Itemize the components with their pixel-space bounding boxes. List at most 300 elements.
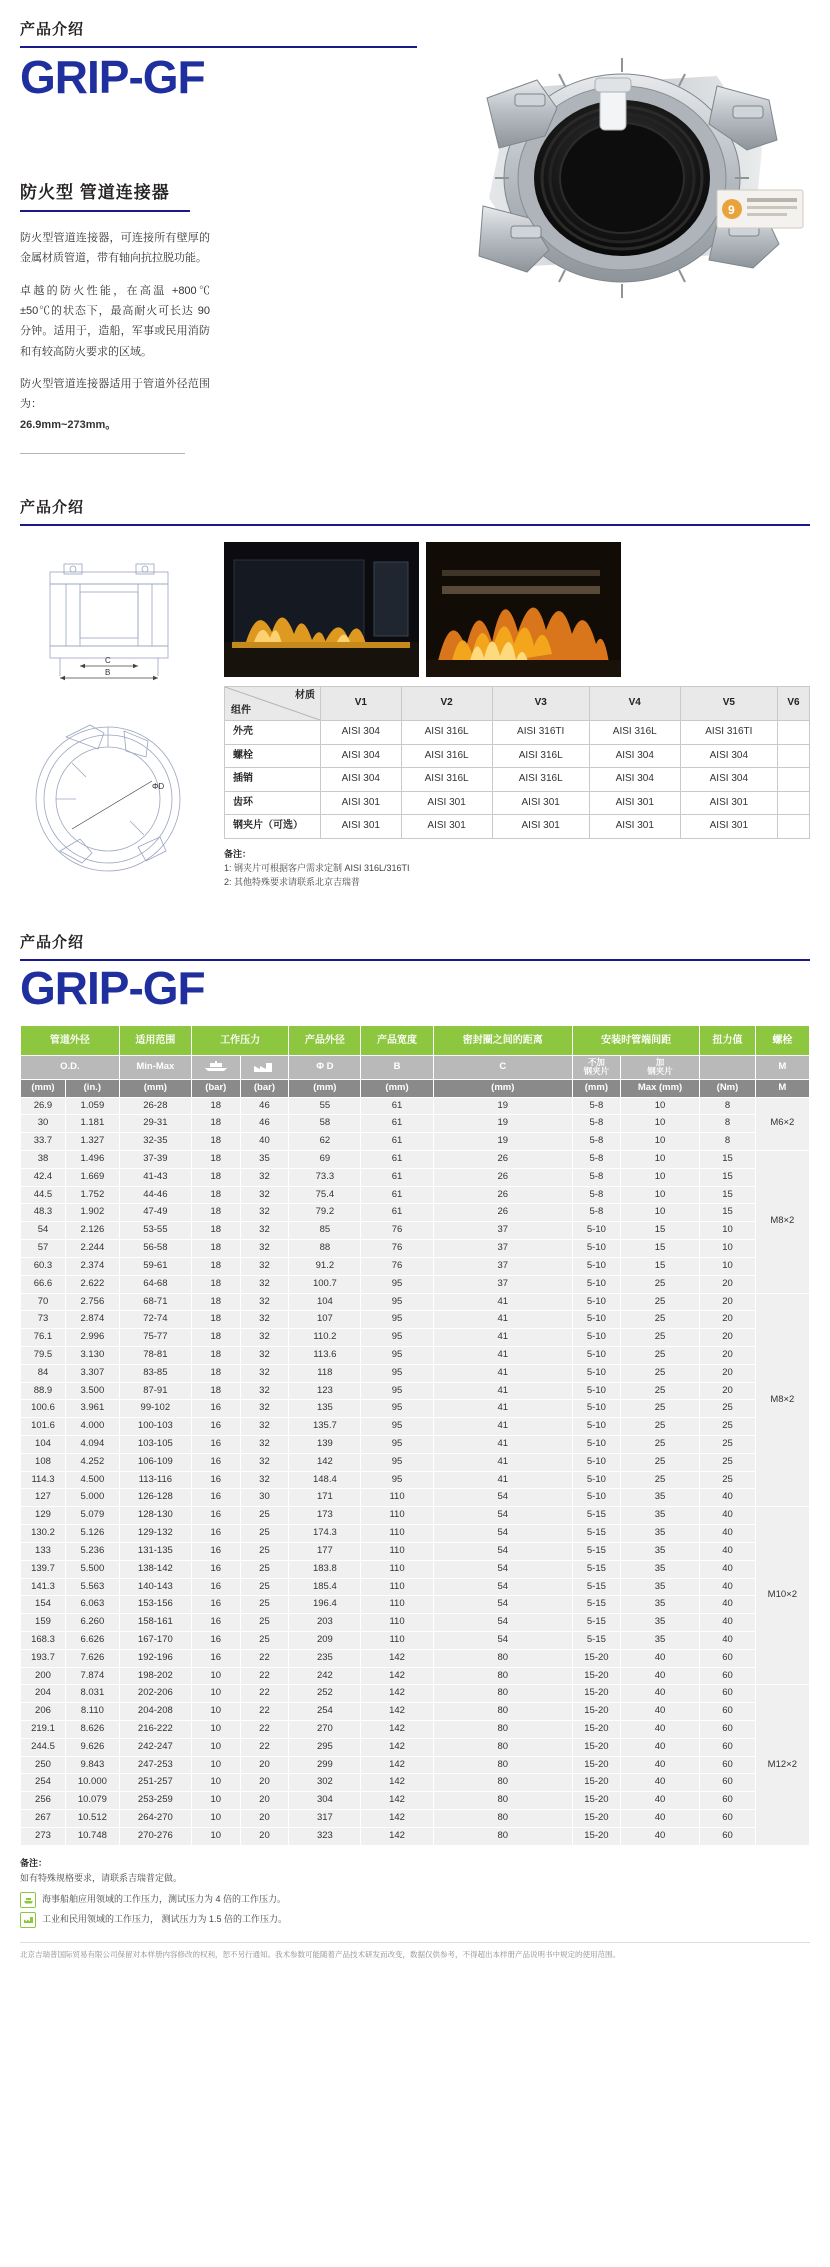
spec-cell: 42.4 [21,1168,66,1186]
spec-cell: 8 [700,1115,755,1133]
section-heading-3: 产品介绍 [20,934,85,952]
spec-cell: 25 [620,1346,699,1364]
material-col-v4: V4 [589,687,680,721]
spec-cell: 267 [21,1810,66,1828]
spec-cell: 5-10 [572,1400,620,1418]
table-row [21,1275,810,1293]
spec-cell: 135.7 [289,1418,361,1436]
spec-cell: 37-39 [119,1151,191,1169]
spec-cell: 203 [289,1614,361,1632]
footer-note-title: 备注： [20,1857,48,1868]
spec-cell: 129 [21,1507,66,1525]
spec-cell: 2.244 [65,1240,119,1258]
ship-icon [20,1892,36,1908]
spec-cell: 8.031 [65,1685,119,1703]
spec-cell: 25 [620,1293,699,1311]
spec-cell: 242-247 [119,1738,191,1756]
spec-cell: 25 [620,1382,699,1400]
spec-cell: 22 [240,1649,289,1667]
specification-table [20,1025,810,1846]
spec-cell: 70 [21,1293,66,1311]
spec-unit-mm-4: (mm) [361,1079,433,1097]
spec-cell: 41 [433,1346,572,1364]
spec-cell: 40 [700,1489,755,1507]
spec-cell: 159 [21,1614,66,1632]
spec-cell: 32-35 [119,1133,191,1151]
spec-cell: 139 [289,1436,361,1454]
middle-section [0,496,830,891]
spec-cell: 26 [433,1151,572,1169]
spec-cell: 25 [240,1578,289,1596]
spec-cell: 5-10 [572,1346,620,1364]
spec-sub-c: C [433,1056,572,1080]
spec-cell: 135 [289,1400,361,1418]
spec-cell: 126-128 [119,1489,191,1507]
table-row [225,744,810,768]
spec-cell: 41 [433,1418,572,1436]
spec-group-bolt: 螺栓 [755,1026,809,1056]
spec-cell: 26 [433,1168,572,1186]
spec-cell: 18 [191,1329,240,1347]
spec-cell: 25 [240,1596,289,1614]
material-cell: AISI 316L [401,721,492,745]
spec-cell: 79.5 [21,1346,66,1364]
spec-unit-mm-5: (mm) [433,1079,572,1097]
spec-cell: 40 [700,1631,755,1649]
spec-cell: 54 [433,1596,572,1614]
dimension-label-b: B [105,668,111,678]
spec-cell: 20 [240,1774,289,1792]
spec-cell: 40 [620,1685,699,1703]
spec-bolt-cell: M12×2 [755,1685,809,1845]
spec-cell: 37 [433,1240,572,1258]
spec-cell: 16 [191,1400,240,1418]
spec-cell: 76 [361,1257,433,1275]
ship-glyph [23,1897,34,1904]
spec-cell: 133 [21,1542,66,1560]
spec-cell: 3.500 [65,1382,119,1400]
spec-cell: 242 [289,1667,361,1685]
material-cell: AISI 301 [589,815,680,839]
spec-cell: 40 [620,1667,699,1685]
spec-cell: 10 [620,1204,699,1222]
spec-cell: 54 [433,1542,572,1560]
spec-cell: 15-20 [572,1756,620,1774]
spec-cell: 20 [700,1311,755,1329]
spec-cell: 5-10 [572,1382,620,1400]
spec-cell: 154 [21,1596,66,1614]
spec-cell: 5-10 [572,1275,620,1293]
range-value: 26.9mm~273mm。 [20,418,117,431]
spec-cell: 78-81 [119,1346,191,1364]
footer-item-text-2: 工业和民用领域的工作压力， 测试压力为 1.5 倍的工作压力。 [42,1914,288,1925]
product-photo [417,28,812,318]
spec-cell: 10 [191,1810,240,1828]
spec-cell: 6.626 [65,1631,119,1649]
spec-cell: 5-10 [572,1311,620,1329]
intro-bottom-rule [20,453,185,454]
spec-cell: 61 [361,1097,433,1115]
spec-cell: 8.110 [65,1703,119,1721]
spec-cell: 5.236 [65,1542,119,1560]
spec-cell: 20 [700,1382,755,1400]
spec-cell: 1.752 [65,1186,119,1204]
spec-cell: 138-142 [119,1560,191,1578]
spec-cell: 10.000 [65,1774,119,1792]
material-cell: AISI 304 [589,744,680,768]
spec-unit-m: M [755,1079,809,1097]
spec-cell: 59-61 [119,1257,191,1275]
spec-cell: 110 [361,1578,433,1596]
spec-sub-b: B [361,1056,433,1080]
spec-cell: 299 [289,1756,361,1774]
spec-cell: 54 [433,1507,572,1525]
material-cell: AISI 316L [401,768,492,792]
spec-cell: 40 [700,1596,755,1614]
table-row [21,1168,810,1186]
footer-items [20,1892,810,1928]
spec-cell: 16 [191,1453,240,1471]
spec-cell: 244.5 [21,1738,66,1756]
description-paragraph-2: 卓越的防火性能，在高温 +800℃ ±50℃的状态下，最高耐火可长达 90 分钟。适用于，造船，军事或民用消防和有较高防火要求的区域。 [20,284,210,358]
table-row [21,1614,810,1632]
spec-cell: 35 [620,1614,699,1632]
spec-cell: 58 [289,1115,361,1133]
table-row [21,1293,810,1311]
spec-cell: 48.3 [21,1204,66,1222]
spec-cell: 1.327 [65,1133,119,1151]
spec-cell: 5-8 [572,1097,620,1115]
spec-cell: 35 [620,1489,699,1507]
spec-cell: 196.4 [289,1596,361,1614]
spec-cell: 15 [700,1204,755,1222]
spec-cell: 95 [361,1275,433,1293]
spec-cell: 148.4 [289,1471,361,1489]
spec-cell: 40 [620,1810,699,1828]
spec-cell: 100-103 [119,1418,191,1436]
spec-group-prod-od: 产品外径 [289,1026,361,1056]
spec-cell: 110 [361,1614,433,1632]
spec-cell: 87-91 [119,1382,191,1400]
spec-cell: 110 [361,1489,433,1507]
material-cell [777,815,809,839]
spec-cell: 40 [620,1827,699,1845]
spec-cell: 5-10 [572,1453,620,1471]
spec-cell: 173 [289,1507,361,1525]
factory-icon [251,1061,277,1073]
spec-unit-header-row [21,1079,810,1097]
spec-cell: 7.626 [65,1649,119,1667]
table-row [21,1578,810,1596]
spec-cell: 250 [21,1756,66,1774]
table-row [21,1311,810,1329]
table-row [21,1436,810,1454]
technical-drawings [20,542,210,891]
spec-unit-mm-2: (mm) [119,1079,191,1097]
table-row [21,1560,810,1578]
spec-cell: 216-222 [119,1721,191,1739]
spec-cell: 5-15 [572,1631,620,1649]
spec-cell: 40 [700,1525,755,1543]
spec-cell: 20 [240,1756,289,1774]
spec-cell: 142 [361,1721,433,1739]
dimension-label-phi-d: ΦD [152,782,165,792]
spec-cell: 15-20 [572,1738,620,1756]
spec-cell: 29-31 [119,1115,191,1133]
spec-cell: 5-10 [572,1364,620,1382]
spec-cell: 40 [620,1792,699,1810]
spec-cell: 95 [361,1329,433,1347]
spec-cell: 183.8 [289,1560,361,1578]
clamp-illustration [417,28,812,318]
spec-cell: 56-58 [119,1240,191,1258]
table-row [21,1097,810,1115]
spec-cell: 54 [433,1631,572,1649]
spec-group-torque: 扭力值 [700,1026,755,1056]
spec-cell: 60 [700,1792,755,1810]
spec-cell: 80 [433,1827,572,1845]
spec-cell: 110 [361,1631,433,1649]
spec-cell: 80 [433,1685,572,1703]
spec-cell: 25 [240,1507,289,1525]
spec-cell: 323 [289,1827,361,1845]
spec-cell: 108 [21,1453,66,1471]
spec-group-od: 管道外径 [21,1026,120,1056]
spec-cell: 41 [433,1382,572,1400]
spec-cell: 61 [361,1115,433,1133]
spec-cell: 35 [620,1560,699,1578]
top-section [0,0,830,454]
table-row [21,1810,810,1828]
range-prefix: 防火型管道连接器适用于管道外径范围为： [20,378,210,411]
spec-cell: 22 [240,1667,289,1685]
spec-group-header-row [21,1026,810,1056]
spec-cell: 22 [240,1703,289,1721]
spec-table-head [21,1026,810,1098]
spec-cell: 41 [433,1471,572,1489]
material-cell: AISI 301 [401,815,492,839]
spec-cell: 60 [700,1649,755,1667]
spec-cell: 32 [240,1311,289,1329]
spec-cell: 270-276 [119,1827,191,1845]
fire-test-photo-1 [224,542,419,677]
spec-cell: 41 [433,1311,572,1329]
spec-cell: 193.7 [21,1649,66,1667]
table-row [21,1756,810,1774]
spec-cell: 18 [191,1168,240,1186]
spec-cell: 76 [361,1240,433,1258]
spec-cell: 18 [191,1097,240,1115]
spec-cell: 20 [700,1329,755,1347]
table-row [21,1257,810,1275]
spec-cell: 25 [700,1471,755,1489]
spec-cell: 204 [21,1685,66,1703]
spec-cell: 5-15 [572,1560,620,1578]
spec-cell: 142 [361,1649,433,1667]
spec-cell: 295 [289,1738,361,1756]
spec-cell: 8 [700,1133,755,1151]
spec-cell: 139.7 [21,1560,66,1578]
spec-cell: 80 [433,1667,572,1685]
spec-cell: 3.961 [65,1400,119,1418]
spec-cell: 26.9 [21,1097,66,1115]
material-cell: AISI 301 [492,791,589,815]
material-cell: AISI 301 [401,791,492,815]
spec-cell: 200 [21,1667,66,1685]
spec-cell: 219.1 [21,1721,66,1739]
spec-cell: 5-15 [572,1507,620,1525]
spec-cell: 5.500 [65,1560,119,1578]
spec-group-pipe-gap: 安装时管端间距 [572,1026,699,1056]
spec-cell: 32 [240,1186,289,1204]
table-row [21,1382,810,1400]
spec-cell: 142 [361,1703,433,1721]
material-cell [777,721,809,745]
spec-cell: 32 [240,1168,289,1186]
spec-cell: 15 [620,1240,699,1258]
spec-cell: 104 [21,1436,66,1454]
spec-cell: 10 [191,1721,240,1739]
table-row [21,1542,810,1560]
spec-cell: 75-77 [119,1329,191,1347]
spec-cell: 25 [240,1631,289,1649]
table-row [21,1792,810,1810]
spec-cell: 206 [21,1703,66,1721]
spec-cell: 142 [361,1756,433,1774]
spec-cell: 95 [361,1293,433,1311]
spec-cell: 15-20 [572,1792,620,1810]
product-title-rule [20,210,190,212]
spec-unit-nm: (Nm) [700,1079,755,1097]
spec-cell: 153-156 [119,1596,191,1614]
list-item [20,1912,810,1928]
spec-cell: 5-10 [572,1471,620,1489]
material-cell: AISI 316L [401,744,492,768]
spec-cell: 44.5 [21,1186,66,1204]
spec-cell: 16 [191,1542,240,1560]
spec-unit-mm-3: (mm) [289,1079,361,1097]
table-row [21,1703,810,1721]
spec-cell: 80 [433,1792,572,1810]
spec-cell: 95 [361,1382,433,1400]
spec-bolt-cell: M8×2 [755,1151,809,1294]
spec-cell: 5-8 [572,1151,620,1169]
spec-cell: 32 [240,1436,289,1454]
table-row [21,1418,810,1436]
spec-cell: 33.7 [21,1133,66,1151]
spec-cell: 10 [620,1151,699,1169]
table-row [21,1774,810,1792]
spec-cell: 37 [433,1275,572,1293]
spec-cell: 142 [361,1667,433,1685]
spec-cell: 18 [191,1382,240,1400]
spec-sub-minmax: Min-Max [119,1056,191,1080]
spec-cell: 10 [191,1756,240,1774]
table-row [225,768,810,792]
spec-cell: 25 [240,1560,289,1578]
spec-sub-torque [700,1056,755,1080]
spec-cell: 76 [361,1222,433,1240]
spec-cell: 2.996 [65,1329,119,1347]
spec-cell: 142 [361,1827,433,1845]
material-cell: AISI 316L [492,768,589,792]
material-col-v6: V6 [777,687,809,721]
spec-cell: 5-10 [572,1222,620,1240]
spec-cell: 25 [620,1418,699,1436]
spec-cell: 25 [700,1453,755,1471]
spec-cell: 37 [433,1257,572,1275]
spec-cell: 54 [433,1489,572,1507]
spec-cell: 32 [240,1382,289,1400]
spec-cell: 80 [433,1721,572,1739]
table-row [225,815,810,839]
spec-group-pressure: 工作压力 [191,1026,288,1056]
spec-cell: 20 [240,1792,289,1810]
spec-cell: 6.063 [65,1596,119,1614]
spec-cell: 32 [240,1275,289,1293]
spec-cell: 202-206 [119,1685,191,1703]
spec-cell: 141.3 [21,1578,66,1596]
spec-cell: 18 [191,1151,240,1169]
spec-cell: 142 [361,1792,433,1810]
spec-cell: 110 [361,1507,433,1525]
spec-cell: 85 [289,1222,361,1240]
spec-cell: 40 [620,1721,699,1739]
spec-cell: 18 [191,1275,240,1293]
spec-cell: 16 [191,1525,240,1543]
spec-cell: 66.6 [21,1275,66,1293]
spec-cell: 40 [620,1756,699,1774]
table-row [21,1471,810,1489]
spec-cell: 60 [700,1703,755,1721]
spec-cell: 5-10 [572,1436,620,1454]
spec-cell: 95 [361,1418,433,1436]
spec-cell: 40 [620,1738,699,1756]
spec-cell: 16 [191,1436,240,1454]
spec-cell: 4.000 [65,1418,119,1436]
spec-cell: 25 [240,1542,289,1560]
spec-sub-gap-with-clip: 加 钢夹片 [620,1056,699,1080]
spec-cell: 168.3 [21,1631,66,1649]
spec-cell: 19 [433,1097,572,1115]
spec-cell: 88.9 [21,1382,66,1400]
spec-cell: 100.7 [289,1275,361,1293]
spec-cell: 18 [191,1257,240,1275]
footer-note [20,1856,810,1887]
spec-cell: 61 [361,1133,433,1151]
spec-cell: 10 [700,1222,755,1240]
spec-cell: 30 [240,1489,289,1507]
spec-cell: 20 [700,1346,755,1364]
spec-cell: 35 [620,1631,699,1649]
spec-cell: 113-116 [119,1471,191,1489]
spec-cell: 80 [433,1703,572,1721]
spec-cell: 95 [361,1436,433,1454]
spec-cell: 15-20 [572,1685,620,1703]
material-col-v5: V5 [680,687,777,721]
material-row-label: 螺栓 [225,744,321,768]
footer-item-text-1: 海事船舶应用领域的工作压力，测试压力为 4 倍的工作压力。 [42,1894,287,1905]
spec-cell: 192-196 [119,1649,191,1667]
heading-rule-3 [20,959,810,961]
spec-cell: 177 [289,1542,361,1560]
spec-cell: 61 [361,1151,433,1169]
spec-cell: 73 [21,1311,66,1329]
brand-wordmark: GRIP-GF [20,51,205,103]
spec-cell: 110 [361,1542,433,1560]
spec-cell: 101.6 [21,1418,66,1436]
spec-cell: 41 [433,1436,572,1454]
